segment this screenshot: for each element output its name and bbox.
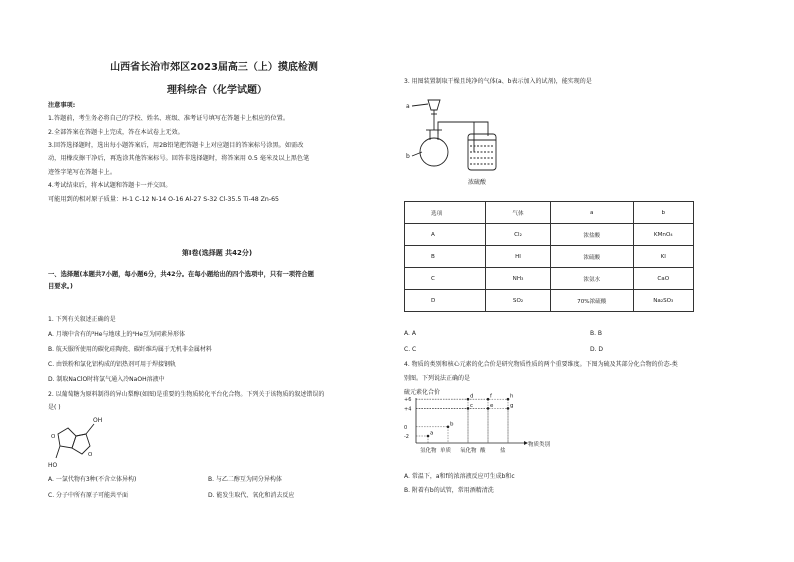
notes-item: 2.全部答案在答题卡上完成，答在本试卷上无效。 bbox=[48, 128, 184, 136]
answer-option: D. D bbox=[590, 346, 604, 354]
question-option: A. 一氯代物有3种(不含立体异构) bbox=[48, 476, 137, 483]
table-cell: 浓硫酸 bbox=[551, 246, 634, 268]
chart-x-axis-label: 物质类别 bbox=[528, 442, 551, 448]
chart-y-axis-label: 硫元素化合价 bbox=[404, 389, 441, 396]
question-option: B. 附着有b的试管，常用酒精清洗 bbox=[404, 486, 494, 494]
table-cell: CaO bbox=[633, 268, 693, 290]
question-4-options bbox=[404, 470, 515, 498]
table-header: 气体 bbox=[486, 202, 551, 224]
table-cell: NH₃ bbox=[486, 268, 551, 290]
isosorbide-structure-diagram bbox=[48, 410, 128, 472]
chart-point bbox=[507, 407, 510, 410]
chart-category-label: 氧化物 bbox=[460, 448, 477, 454]
question-option: A. 月壤中含有的³He与地球上的⁴He互为同素异形体 bbox=[48, 331, 186, 338]
svg-text:O: O bbox=[51, 434, 56, 440]
chart-point-label: h bbox=[510, 393, 514, 400]
notes-item: 动，用橡皮擦干净后，再选涂其他答案标号。回答非选择题时，将答案用 0.5 毫米及以上黑色笔 bbox=[48, 155, 310, 163]
question-3-answers bbox=[404, 326, 694, 358]
chart-category-label: 酸 bbox=[480, 448, 486, 454]
chart-category-label: 氢化物 bbox=[420, 448, 437, 454]
question-stem: 2. 以葡萄糖为原料制得的异山梨醇(如图)是重要的生物质转化平台化合物。下列关于该物质的叙述错误的 bbox=[48, 391, 325, 398]
question-stem: 4. 物质的类别和核心元素的化合价是研究物质性质的两个重要维度。下图为硫及其部分化合物的价态-类 bbox=[404, 361, 678, 368]
question-2-options bbox=[48, 472, 386, 503]
chart-point-label: c bbox=[470, 402, 474, 409]
table-cell: Cl₂ bbox=[486, 224, 551, 246]
section-intro bbox=[48, 269, 314, 293]
notes-item: 迹签字笔写在答题卡上。 bbox=[48, 168, 117, 176]
notes-item: 1.答题前，考生务必将自己的学校、姓名、班级、准考证号填写在答题卡上相应的位置。 bbox=[48, 115, 290, 123]
question-4 bbox=[404, 358, 678, 386]
question-option: C. 分子中所有原子可能共平面 bbox=[48, 491, 129, 499]
svg-text:O: O bbox=[88, 452, 93, 458]
answer-option: A. A bbox=[404, 330, 416, 337]
table-row bbox=[405, 246, 694, 268]
exam-subtitle: 理科综合（化学试题） bbox=[167, 85, 267, 96]
question-option: D. 制取NaClO时将氯气通入冷NaOH溶液中 bbox=[48, 376, 165, 383]
table-cell: KMnO₄ bbox=[633, 224, 693, 246]
chart-category-label: 盐 bbox=[500, 448, 506, 454]
chart-y-tick-label: +4 bbox=[404, 406, 412, 413]
question-1 bbox=[48, 312, 212, 387]
question-stem: 是( ) bbox=[48, 404, 61, 412]
chart-point bbox=[427, 435, 430, 438]
table-cell: C bbox=[405, 268, 486, 290]
reagent-a-label: a bbox=[406, 103, 410, 110]
table-header: a bbox=[551, 202, 634, 224]
oh-label: OH bbox=[93, 417, 103, 424]
left-column bbox=[48, 58, 386, 499]
table-cell: 浓盐酸 bbox=[551, 224, 634, 246]
question-stem: 别图。下列说法正确的是 bbox=[404, 374, 471, 382]
notes-item: 3.回答选择题时，选出每小题答案后，用2B铅笔把答题卡上对应题目的答案标号涂黑。如需改 bbox=[48, 142, 304, 150]
section-heading: 第Ⅰ卷(选择题 共42分) bbox=[181, 249, 253, 257]
question-stem: 3. 用图装置制取干燥且纯净的气体(a、b表示加入的试剂)，能实现的是 bbox=[404, 78, 592, 85]
table-cell: HI bbox=[486, 246, 551, 268]
table-cell: A bbox=[405, 224, 486, 246]
chart-point bbox=[507, 398, 510, 401]
chart-point-label: a bbox=[430, 430, 434, 437]
table-cell: KI bbox=[633, 246, 693, 268]
chart-category-label: 单质 bbox=[440, 448, 452, 454]
chart-point-label: g bbox=[510, 402, 514, 409]
notes-heading: 注意事项: bbox=[48, 102, 76, 109]
ho-label: HO bbox=[48, 462, 58, 469]
chart-point-label: f bbox=[490, 393, 492, 400]
chart-y-tick-label: 0 bbox=[404, 424, 408, 431]
section-intro-line: 一、选择题(本题共7小题，每小题6分，共42分。在每小题给出的四个选项中，只有一项符合题 bbox=[48, 271, 314, 278]
table-cell: D bbox=[405, 290, 486, 312]
chart-point bbox=[487, 407, 490, 410]
chart-point-label: b bbox=[450, 421, 454, 428]
chart-point bbox=[467, 407, 470, 410]
table-cell: 70%浓硫酸 bbox=[551, 290, 634, 312]
chart-point bbox=[447, 426, 450, 429]
table-header: b bbox=[633, 202, 693, 224]
table-cell: Na₂SO₃ bbox=[633, 290, 693, 312]
table-header: 选项 bbox=[405, 202, 486, 224]
reagent-b-label: b bbox=[406, 153, 410, 160]
gas-apparatus-diagram bbox=[404, 90, 504, 190]
table-cell: SO₂ bbox=[486, 290, 551, 312]
answer-option: B. B bbox=[590, 330, 603, 337]
chart-point-label: e bbox=[490, 402, 494, 409]
table-row bbox=[405, 268, 694, 290]
notes-block bbox=[48, 102, 309, 204]
table-cell: 浓氨水 bbox=[551, 268, 634, 290]
question-option: D. 能发生取代、氧化和消去反应 bbox=[208, 491, 295, 499]
chart-y-tick-label: +6 bbox=[404, 397, 412, 404]
question-option: C. 由铁粉和氯化铝构成的铝热剂可用于焊接钢轨 bbox=[48, 361, 177, 368]
chart-point bbox=[487, 398, 490, 401]
chart-y-tick-label: -2 bbox=[404, 434, 409, 440]
section-intro-line: 目要求。) bbox=[48, 282, 73, 290]
table-row bbox=[405, 224, 694, 246]
question-option: B. 与乙二醇互为同分异构体 bbox=[208, 476, 282, 483]
question-stem: 1. 下列有关叙述正确的是 bbox=[48, 316, 116, 323]
right-column bbox=[404, 76, 696, 516]
table-row bbox=[405, 290, 694, 312]
notes-item: 4.考试结束后，将本试题和答题卡一并交回。 bbox=[48, 182, 172, 190]
sulfur-valence-chart bbox=[404, 386, 574, 464]
answer-option: C. C bbox=[404, 346, 417, 354]
chart-point bbox=[467, 398, 470, 401]
table-cell: B bbox=[405, 246, 486, 268]
question-option: A. 常温下，a和f的浓溶液反应可生成b和c bbox=[404, 473, 515, 480]
exam-title: 山西省长治市郊区2023届高三（上）摸底检测 bbox=[110, 62, 318, 73]
notes-item: 可能用到的相对原子质量：H-1 C-12 N-14 O-16 Al-27 S-32 Cl-35.5 Ti-48 Zn-65 bbox=[48, 195, 279, 203]
table-header-row bbox=[405, 202, 694, 224]
question-option: B. 航天服所使用的碳化硅陶瓷、碳纤维均属于无机非金属材料 bbox=[48, 346, 212, 353]
reagent-table bbox=[404, 201, 694, 312]
chart-point-label: d bbox=[470, 393, 474, 400]
acid-label: 浓硫酸 bbox=[468, 179, 487, 186]
